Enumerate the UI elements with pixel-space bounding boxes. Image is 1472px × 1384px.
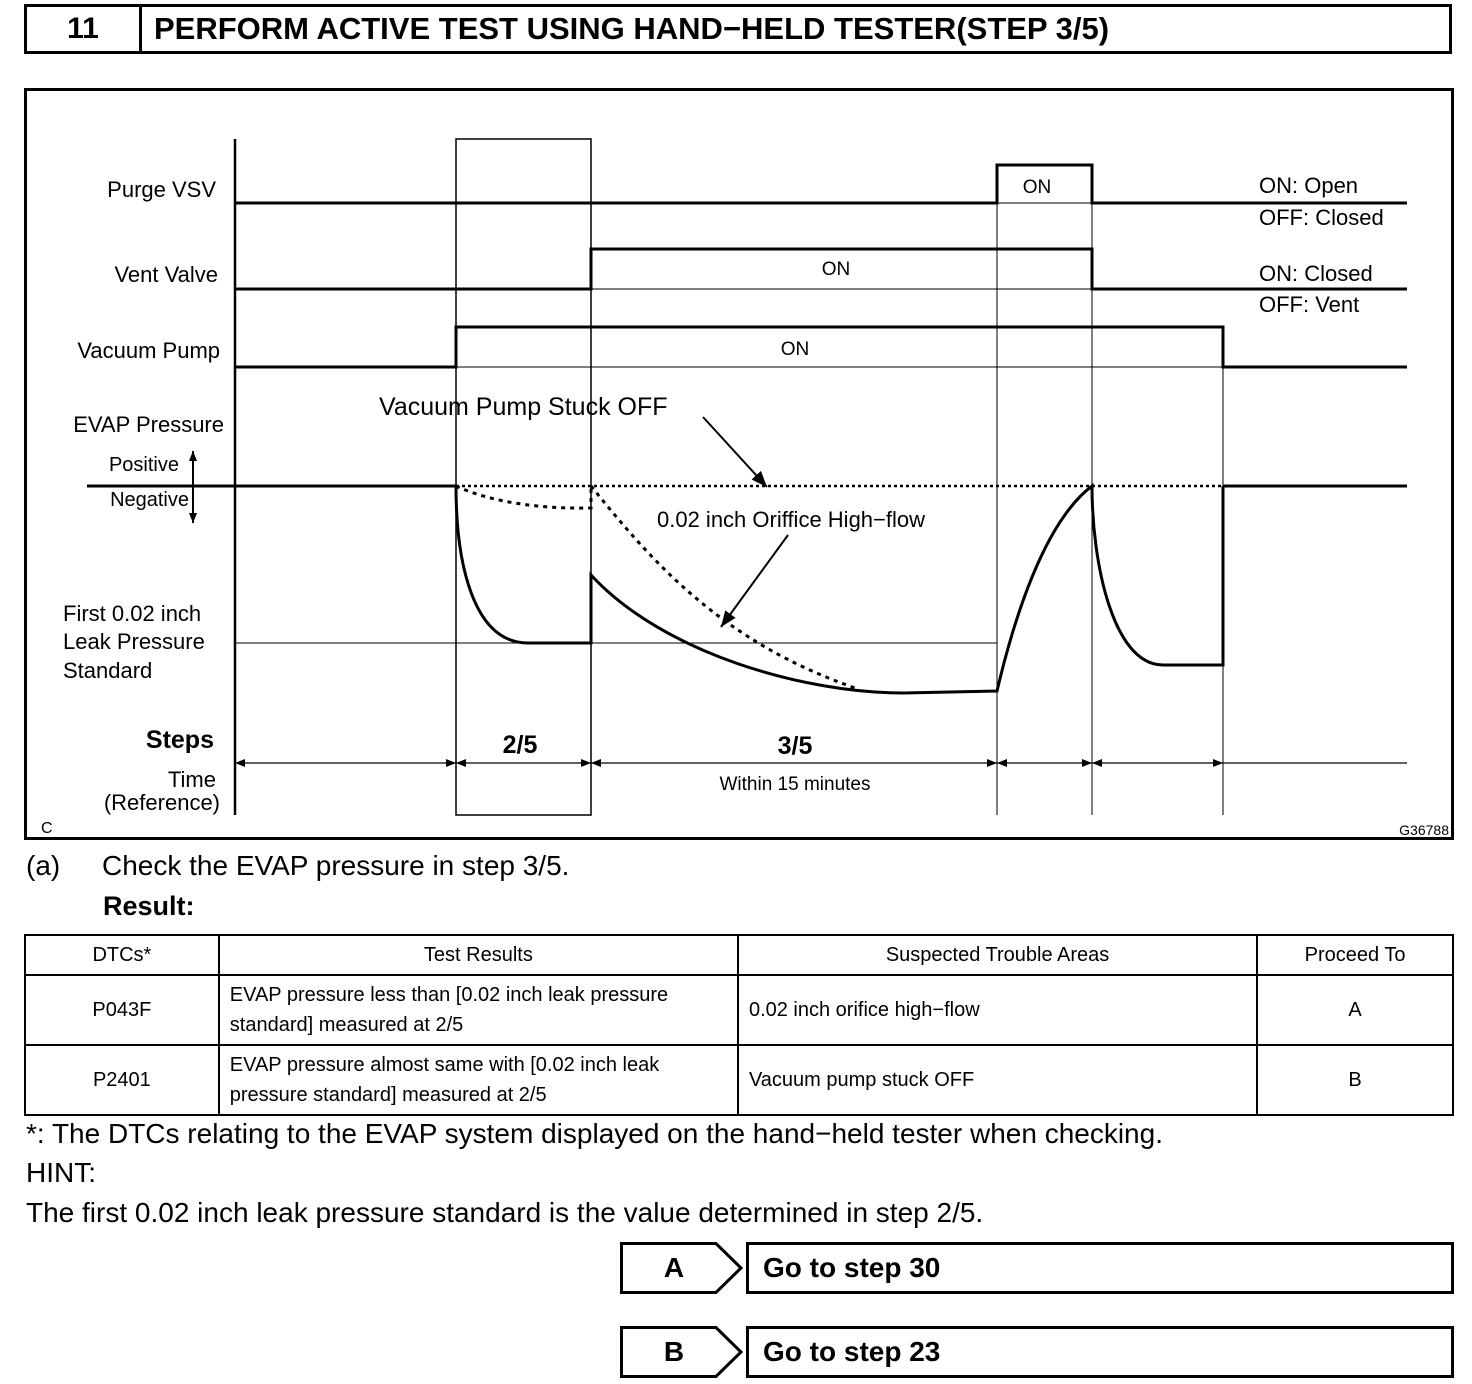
header-test-results: Test Results [219,935,738,975]
label-negative: Negative [110,489,189,511]
header-suspected-areas: Suspected Trouble Areas [738,935,1257,975]
footnote: *: The DTCs relating to the EVAP system displayed on the hand−held tester when checking. [26,1118,1163,1149]
step-number: 11 [27,7,142,51]
cell-test-result-line1: EVAP pressure almost same with [0.02 inch leak [229,1054,660,1076]
cell-test-result-line1: EVAP pressure less than [0.02 inch leak pressure [229,984,669,1006]
choice-b[interactable] [620,1326,1454,1378]
choice-a-action[interactable]: Go to step 30 [746,1242,1454,1294]
choice-a-letter-box [620,1242,744,1294]
instruction-text: Check the EVAP pressure in step 3/5. [102,850,570,881]
stuck-off-pointer [703,417,767,487]
step-title: PERFORM ACTIVE TEST USING HAND−HELD TESTER(STEP 3/5) [154,11,1110,46]
label-steps: Steps [145,726,214,754]
choice-b-letter-box [620,1326,744,1378]
label-vacuum-pump: Vacuum Pump [77,338,220,363]
cell-test-result-line2: standard] measured at 2/5 [229,1014,464,1036]
label-purge-vsv: Purge VSV [107,177,216,202]
choice-b-letter: B [663,1336,685,1367]
vent-on-label: ON [821,259,851,280]
table-header-row [25,935,1453,975]
purge-legend-on: ON: Open [1259,173,1359,198]
label-time: Time [167,767,216,792]
cell-trouble-area: 0.02 inch orifice high−flow [738,975,1257,1045]
label-reference: (Reference) [103,790,220,815]
label-evap-pressure: EVAP Pressure [73,412,224,437]
label-leak-standard-line2: Leak Pressure [63,629,205,654]
orifice-step2-trace [456,486,591,508]
cell-proceed: A [1257,975,1453,1045]
corner-mark: C [41,820,53,837]
step-header [24,4,1452,54]
pump-on-label: ON [780,339,810,360]
cell-test-result-line2: pressure standard] measured at 2/5 [229,1084,547,1106]
purge-legend-off: OFF: Closed [1259,205,1384,230]
annotation-pump-stuck-off: Vacuum Pump Stuck OFF [379,393,668,421]
label-leak-standard-line3: Standard [63,658,153,683]
label-vent-valve: Vent Valve [114,262,218,287]
header-proceed-to: Proceed To [1257,935,1453,975]
choice-b-action[interactable]: Go to step 23 [746,1326,1454,1378]
timing-diagram-svg [27,91,1454,840]
cell-test-result [219,1045,738,1115]
table-row [25,975,1453,1045]
table-row [25,1045,1453,1115]
hint-text: The first 0.02 inch leak pressure standard is the value determined in step 2/5. [26,1197,984,1228]
timing-diagram [24,88,1454,840]
cell-trouble-area: Vacuum pump stuck OFF [738,1045,1257,1115]
vacuum-pump-signal [235,327,1407,367]
choice-a-letter: A [663,1252,685,1283]
vent-legend-on: ON: Closed [1259,261,1373,286]
step-2-label: 2/5 [502,731,538,759]
cell-dtc: P2401 [25,1045,219,1115]
result-table [24,934,1454,1116]
choice-a[interactable] [620,1242,1454,1294]
hint-label: HINT: [26,1157,96,1188]
label-leak-standard-line1: First 0.02 inch [63,601,202,626]
header-dtcs: DTCs* [25,935,219,975]
vent-legend-off: OFF: Vent [1259,292,1360,317]
instruction-label: (a) [26,850,61,881]
cell-dtc: P043F [25,975,219,1045]
purge-vsv-signal [235,165,1407,203]
label-positive: Positive [108,454,179,476]
orifice-pointer [721,535,788,627]
purge-on-label: ON [1022,177,1052,198]
step-3-label: 3/5 [777,732,813,760]
within-15-minutes: Within 15 minutes [719,774,871,795]
figure-id: G36788 [1399,822,1449,838]
cell-test-result [219,975,738,1045]
cell-proceed: B [1257,1045,1453,1115]
result-label: Result: [103,891,195,921]
step-2-window [456,139,591,815]
annotation-orifice-high-flow: 0.02 inch Oriffice High−flow [657,507,926,532]
